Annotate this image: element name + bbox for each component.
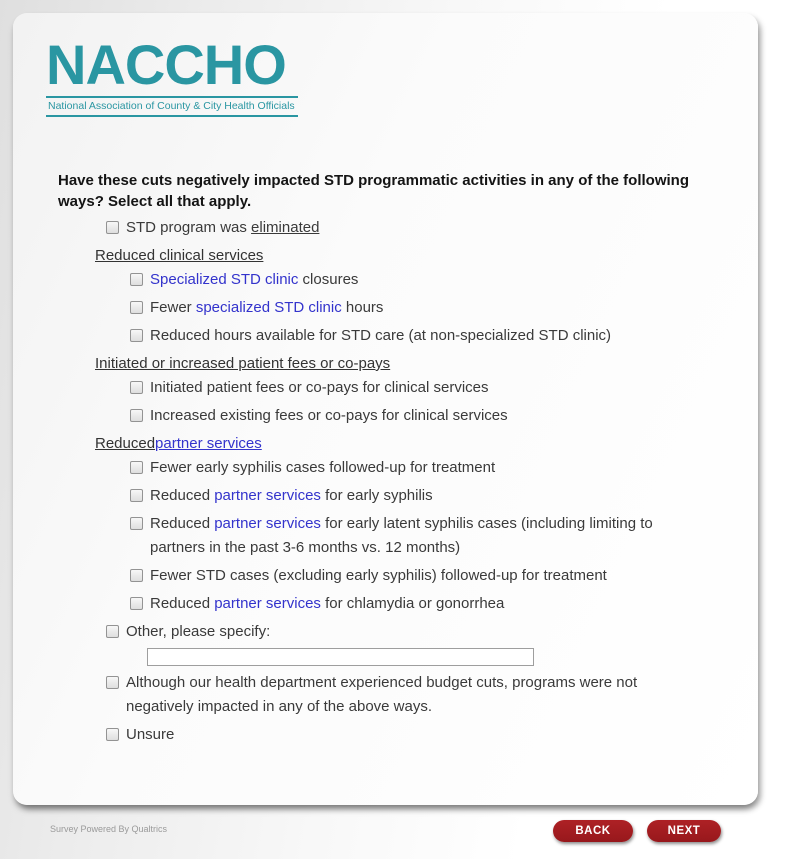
label-text: for chlamydia or gonorrhea [320,595,505,612]
label-text: Fewer STD cases (excluding early syphilis) followed-up for treatment [150,567,607,584]
option-label[interactable] [150,268,358,292]
option-increased-fees [58,404,738,428]
other-specify-input[interactable] [147,648,534,666]
label-text: STD program was [126,219,252,236]
option-reduced-hours-std-care [58,324,738,348]
label-text: Reduced hours available for STD care (at non-specialized STD clinic) [150,327,612,344]
label-text: closures [298,271,359,288]
label-text: Although our health department experienced budget cuts, programs were not [126,673,638,691]
section-heading-text: Reduced clinical services [95,247,264,264]
option-label[interactable] [150,592,504,616]
next-button[interactable]: NEXT [647,820,721,842]
option-label[interactable] [150,376,489,400]
option-label[interactable] [126,671,637,719]
option-unsure [58,723,738,747]
label-text: partners in the past 3-6 months vs. 12 months) [150,539,461,556]
label-text: negatively impacted in any of the above ways. [126,697,433,715]
option-label[interactable] [150,564,607,588]
term-link[interactable]: partner services [214,595,321,612]
option-reduced-ps-early-latent [58,512,738,560]
term-link[interactable]: specialized STD clinic [195,299,342,316]
option-label[interactable] [126,723,174,747]
option-initiated-fees-checkbox[interactable] [130,381,143,394]
option-fewer-syphilis-followup-checkbox[interactable] [130,461,143,474]
section-heading-text: Reduced [95,435,156,452]
option-label[interactable] [150,456,495,480]
option-unsure-checkbox[interactable] [106,728,119,741]
term-link[interactable]: Specialized STD clinic [150,271,299,288]
label-text: Fewer [150,299,196,316]
option-std-program-eliminated-checkbox[interactable] [106,221,119,234]
option-std-program-eliminated [58,216,738,240]
survey-card [13,13,758,805]
option-label[interactable] [150,324,611,348]
label-text: Reduced [150,487,215,504]
term-link[interactable]: partner services [214,515,321,532]
question-line-2: ways? Select all that apply. [58,193,252,210]
term-link[interactable]: partner services [214,487,321,504]
label-text: Reduced [150,595,215,612]
option-increased-fees-checkbox[interactable] [130,409,143,422]
option-fewer-syphilis-followup [58,456,738,480]
option-label[interactable] [126,216,319,240]
powered-by-qualtrics-link[interactable]: Survey Powered By Qualtrics [50,824,168,834]
question-text [58,170,748,212]
label-text: Other, please specify: [126,623,271,640]
option-specialized-clinic-closures-checkbox[interactable] [130,273,143,286]
other-input-row [58,648,738,667]
option-label[interactable] [150,484,433,508]
heading-patient-fees [58,352,738,376]
option-reduced-ps-chlamydia-gonorrhea-checkbox[interactable] [130,597,143,610]
heading-reduced-partner-services [58,432,738,456]
option-reduced-ps-chlamydia-gonorrhea [58,592,738,616]
option-initiated-fees [58,376,738,400]
back-button[interactable]: BACK [553,820,633,842]
option-other [58,620,738,644]
option-label[interactable] [126,620,270,644]
option-fewer-std-cases-followup-checkbox[interactable] [130,569,143,582]
label-text: for early latent syphilis cases (including limiting to [320,515,653,532]
option-fewer-clinic-hours-checkbox[interactable] [130,301,143,314]
option-label[interactable] [150,512,653,560]
option-reduced-hours-std-care-checkbox[interactable] [130,329,143,342]
option-label[interactable] [150,296,383,320]
label-text: hours [341,299,384,316]
option-other-checkbox[interactable] [106,625,119,638]
label-text: Initiated patient fees or co-pays for clinical services [150,379,489,396]
section-heading-text: Initiated or increased patient fees or co-pays [95,355,391,372]
options-list [58,216,738,751]
label-text: for early syphilis [320,487,433,504]
option-fewer-std-cases-followup [58,564,738,588]
question-line-1: Have these cuts negatively impacted STD programmatic activities in any of the following [58,172,689,189]
term-link[interactable]: partner services [155,435,262,452]
option-reduced-ps-early-latent-checkbox[interactable] [130,517,143,530]
option-reduced-ps-early-syphilis-checkbox[interactable] [130,489,143,502]
label-text: Increased existing fees or co-pays for clinical services [150,407,508,424]
label-text: Fewer early syphilis cases followed-up for treatment [150,459,496,476]
naccho-tagline: National Association of County & City Health Officials [46,96,298,117]
naccho-logo [46,33,298,117]
naccho-wordmark: NACCHO [46,33,286,96]
option-specialized-clinic-closures [58,268,738,292]
option-fewer-clinic-hours [58,296,738,320]
option-label[interactable] [150,404,508,428]
option-reduced-ps-early-syphilis [58,484,738,508]
option-not-negatively-impacted-checkbox[interactable] [106,676,119,689]
option-not-negatively-impacted [58,671,738,719]
label-text: Unsure [126,725,175,743]
label-text: Reduced [150,515,215,532]
term-eliminated: eliminated [251,219,320,236]
heading-reduced-clinical-services [58,244,738,268]
